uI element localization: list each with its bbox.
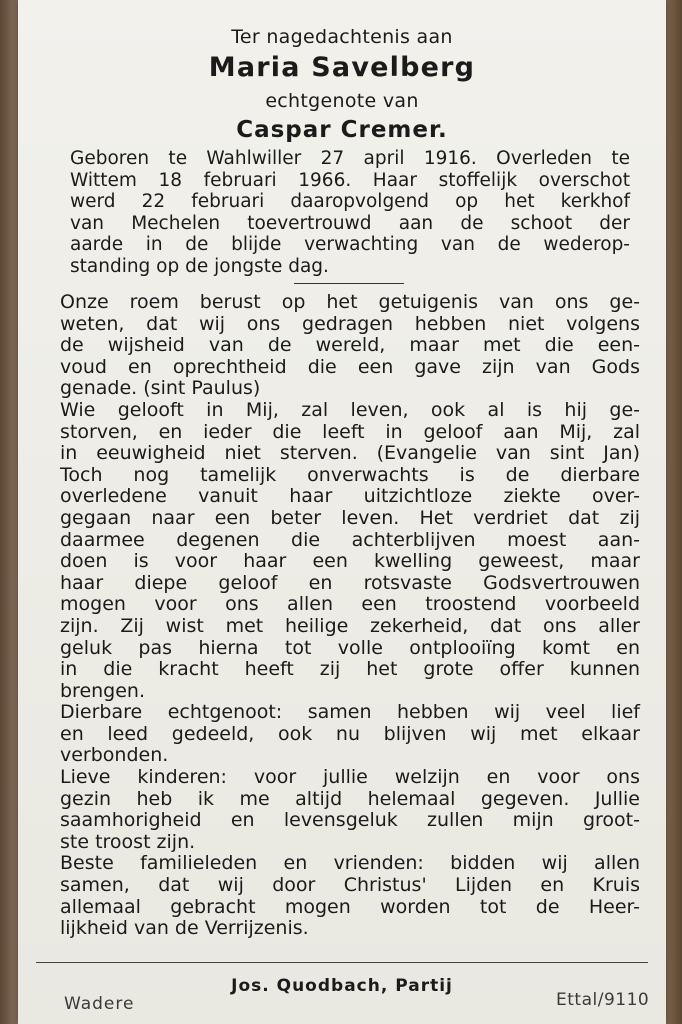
- spouse-intro-line: echtgenote van: [265, 90, 419, 112]
- catalog-mark: Ettal/9110: [556, 990, 650, 1010]
- text-line: zijn. Zij wist met heilige zekerheid, dat ons aller: [60, 614, 640, 637]
- bio-line: werd 22 februari daaropvolgend op het kerkhof: [70, 191, 630, 212]
- biography-paragraph: [70, 148, 630, 277]
- spouse-name: Caspar Cremer.: [236, 117, 448, 143]
- text-line: in eeuwigheid niet sterven. (Evangelie van sint Jan): [60, 442, 640, 465]
- bio-line: aarde in de blijde verwachting van de wederop-: [70, 234, 630, 255]
- text-line: geluk pas hierna tot volle ontplooiïng komt en: [60, 636, 640, 659]
- memorial-card: [18, 0, 666, 1024]
- section-divider: [294, 283, 404, 284]
- text-line: gezin heb ik me altijd helemaal gegeven. Jullie: [60, 787, 640, 810]
- text-line: Lieve kinderen: voor jullie welzijn en voor ons: [60, 766, 640, 789]
- printer-credit: Jos. Quodbach, Partij: [231, 976, 453, 996]
- text-line: in die kracht heeft zij het grote offer kunnen: [60, 658, 640, 681]
- text-line: overledene vanuit haar uitzichtloze ziekte over-: [60, 485, 640, 508]
- text-line: genade. (sint Paulus): [60, 377, 261, 400]
- text-line: mogen voor ons allen een troostend voorbeeld: [60, 593, 640, 616]
- text-line: allemaal gebracht mogen worden tot de Heer-: [60, 895, 640, 918]
- bio-line: standing op de jongste dag.: [70, 255, 329, 277]
- text-line: daarmee degenen die achterblijven moest aan-: [60, 528, 640, 551]
- text-line: doen is voor haar een kwelling geweest, maar: [60, 550, 640, 573]
- text-line: gegaan naar een beter leven. Het verdriet dat zij: [60, 506, 640, 529]
- text-line: saamhorigheid en levensgeluk zullen mijn groot-: [60, 809, 640, 832]
- intro-line: Ter nagedachtenis aan: [231, 26, 453, 48]
- text-line: Dierbare echtgenoot: samen hebben wij veel lief: [60, 701, 640, 724]
- footer-rule: [36, 962, 648, 963]
- text-line: brengen.: [60, 679, 146, 702]
- text-line: Wie gelooft in Mij, zal leven, ook al is hij ge-: [60, 398, 640, 421]
- text-line: en leed gedeeld, ook nu blijven wij met elkaar: [60, 722, 640, 745]
- bio-line: Wittem 18 februari 1966. Haar stoffelijk overschot: [70, 169, 630, 191]
- text-line: Onze roem berust op het getuigenis van ons ge-: [60, 291, 640, 313]
- text-line: voud en oprechtheid die een gave zijn van Gods: [60, 355, 640, 378]
- text-line: verbonden.: [60, 744, 169, 767]
- bio-line: Geboren te Wahlwiller 27 april 1916. Overleden te: [70, 148, 630, 169]
- text-line: de wijsheid van de wereld, maar met die een-: [60, 334, 640, 357]
- memorial-text: [60, 292, 640, 940]
- deceased-name: Maria Savelberg: [208, 52, 476, 83]
- text-line: lijkheid van de Verrijzenis.: [60, 917, 309, 940]
- text-line: samen, dat wij door Christus' Lijden en Kruis: [60, 874, 640, 897]
- text-line: weten, dat wij ons gedragen hebben niet volgens: [60, 312, 640, 335]
- text-line: storven, en ieder die leeft in geloof aan Mij, zal: [60, 420, 640, 443]
- text-line: haar diepe geloof en rotsvaste Godsvertrouwen: [60, 571, 640, 594]
- bio-line: van Mechelen toevertrouwd aan de schoot der: [70, 212, 630, 234]
- location-mark: Wadere: [64, 994, 135, 1014]
- text-line: ste troost zijn.: [60, 830, 196, 853]
- text-line: Beste familieleden en vrienden: bidden wij allen: [60, 852, 640, 875]
- text-line: Toch nog tamelijk onverwachts is de dierbare: [60, 463, 640, 486]
